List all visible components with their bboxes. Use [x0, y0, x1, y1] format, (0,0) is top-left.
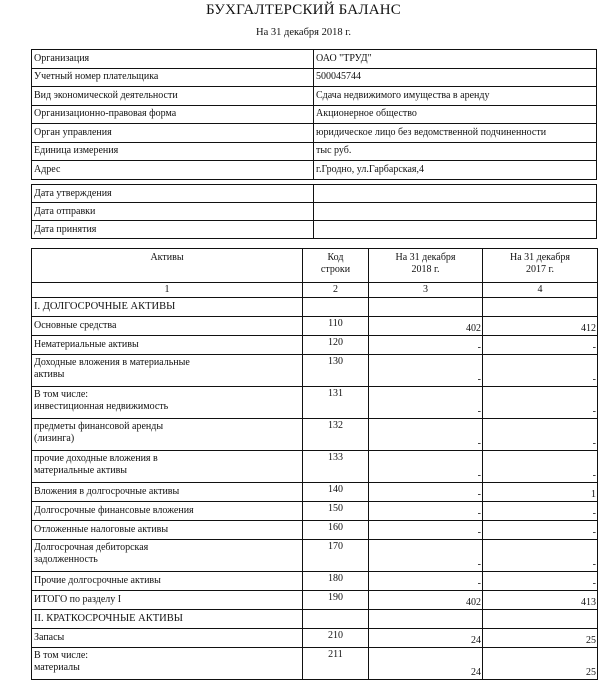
value-2018: 24	[369, 629, 483, 648]
info-label: Орган управления	[32, 124, 314, 143]
info-value: юридическое лицо без ведомственной подчиненности	[314, 124, 597, 143]
info-label: Организация	[32, 50, 314, 69]
balance-row	[32, 540, 598, 572]
value-2017: -	[483, 572, 598, 591]
row-name: Долгосрочные финансовые вложения	[32, 502, 303, 521]
row-name: В том числе: материалы	[32, 648, 303, 680]
row-code: 160	[303, 521, 369, 540]
row-code: 211	[303, 648, 369, 680]
value-2017: 25	[483, 648, 598, 680]
value-2017: -	[483, 540, 598, 572]
header-assets: Активы	[32, 249, 303, 283]
info-value: 500045744	[314, 68, 597, 87]
value-2018: -	[369, 419, 483, 451]
info-label: Единица измерения	[32, 142, 314, 161]
row-name: Основные средства	[32, 317, 303, 336]
info-row	[32, 68, 597, 87]
column-number-row	[32, 283, 598, 298]
info-value: Сдача недвижимого имущества в аренду	[314, 87, 597, 106]
info-label: Вид экономической деятельности	[32, 87, 314, 106]
value-2017: -	[483, 355, 598, 387]
column-number: 4	[483, 283, 598, 298]
info-label: Адрес	[32, 161, 314, 180]
balance-row	[32, 502, 598, 521]
info-label: Организационно-правовая форма	[32, 105, 314, 124]
value-2017: -	[483, 521, 598, 540]
row-code	[303, 298, 369, 317]
row-name: прочие доходные вложения в материальные активы	[32, 451, 303, 483]
value-2018: -	[369, 540, 483, 572]
value-2018	[369, 298, 483, 317]
value-2017: -	[483, 336, 598, 355]
info-value: Акционерное общество	[314, 105, 597, 124]
header-2018: На 31 декабря 2018 г.	[369, 249, 483, 283]
row-name: Нематериальные активы	[32, 336, 303, 355]
row-name: I. ДОЛГОСРОЧНЫЕ АКТИВЫ	[32, 298, 303, 317]
document-date: На 31 декабря 2018 г.	[255, 27, 352, 38]
row-code: 133	[303, 451, 369, 483]
row-name: В том числе: инвестиционная недвижимость	[32, 387, 303, 419]
balance-row	[32, 629, 598, 648]
info-value: тыс руб.	[314, 142, 597, 161]
info-row	[32, 87, 597, 106]
row-name: Доходные вложения в материальные активы	[32, 355, 303, 387]
row-code: 110	[303, 317, 369, 336]
balance-header-row	[32, 249, 598, 283]
row-code	[303, 610, 369, 629]
value-2017	[483, 298, 598, 317]
balance-row	[32, 451, 598, 483]
value-2018: -	[369, 502, 483, 521]
date-value	[314, 221, 597, 239]
info-row	[32, 50, 597, 69]
row-code: 210	[303, 629, 369, 648]
section-header-row	[32, 610, 598, 629]
value-2018: -	[369, 483, 483, 502]
value-2017: 413	[483, 591, 598, 610]
balance-row	[32, 572, 598, 591]
balance-row	[32, 483, 598, 502]
date-row	[32, 203, 597, 221]
balance-row	[32, 355, 598, 387]
document-title: БУХГАЛТЕРСКИЙ БАЛАНС	[206, 2, 401, 18]
info-value: ОАО "ТРУД"	[314, 50, 597, 69]
date-row	[32, 185, 597, 203]
row-name: ИТОГО по разделу I	[32, 591, 303, 610]
info-row	[32, 124, 597, 143]
value-2017: -	[483, 387, 598, 419]
value-2017: 25	[483, 629, 598, 648]
value-2018: -	[369, 355, 483, 387]
row-code: 150	[303, 502, 369, 521]
row-name: Отложенные налоговые активы	[32, 521, 303, 540]
value-2018: -	[369, 521, 483, 540]
value-2018: -	[369, 451, 483, 483]
value-2018: -	[369, 572, 483, 591]
row-code: 170	[303, 540, 369, 572]
info-row	[32, 105, 597, 124]
balance-row	[32, 521, 598, 540]
column-number: 1	[32, 283, 303, 298]
value-2017: 412	[483, 317, 598, 336]
row-code: 190	[303, 591, 369, 610]
organization-info-table	[31, 49, 597, 180]
row-code: 120	[303, 336, 369, 355]
dates-table	[31, 184, 597, 239]
row-code: 130	[303, 355, 369, 387]
value-2018	[369, 610, 483, 629]
value-2017: 1	[483, 483, 598, 502]
info-value: г.Гродно, ул.Гарбарская,4	[314, 161, 597, 180]
row-code: 132	[303, 419, 369, 451]
balance-row	[32, 336, 598, 355]
row-code: 131	[303, 387, 369, 419]
row-name: Прочие долгосрочные активы	[32, 572, 303, 591]
column-number: 2	[303, 283, 369, 298]
row-name: Вложения в долгосрочные активы	[32, 483, 303, 502]
value-2018: 402	[369, 317, 483, 336]
value-2017: -	[483, 502, 598, 521]
date-value	[314, 203, 597, 221]
date-label: Дата принятия	[32, 221, 314, 239]
row-code: 140	[303, 483, 369, 502]
value-2018: 402	[369, 591, 483, 610]
balance-row	[32, 648, 598, 680]
column-number: 3	[369, 283, 483, 298]
value-2018: -	[369, 387, 483, 419]
row-name: предметы финансовой аренды (лизинга)	[32, 419, 303, 451]
row-name: Запасы	[32, 629, 303, 648]
value-2017: -	[483, 419, 598, 451]
row-name: II. КРАТКОСРОЧНЫЕ АКТИВЫ	[32, 610, 303, 629]
balance-row	[32, 591, 598, 610]
date-value	[314, 185, 597, 203]
section-header-row	[32, 298, 598, 317]
value-2017	[483, 610, 598, 629]
balance-row	[32, 419, 598, 451]
value-2018: 24	[369, 648, 483, 680]
value-2017: -	[483, 451, 598, 483]
header-2017: На 31 декабря 2017 г.	[483, 249, 598, 283]
balance-row	[32, 387, 598, 419]
date-label: Дата отправки	[32, 203, 314, 221]
header-code: Код строки	[303, 249, 369, 283]
row-name: Долгосрочная дебиторская задолженность	[32, 540, 303, 572]
date-label: Дата утверждения	[32, 185, 314, 203]
row-code: 180	[303, 572, 369, 591]
balance-table	[31, 248, 598, 680]
info-row	[32, 161, 597, 180]
info-label: Учетный номер плательщика	[32, 68, 314, 87]
info-row	[32, 142, 597, 161]
date-row	[32, 221, 597, 239]
balance-row	[32, 317, 598, 336]
value-2018: -	[369, 336, 483, 355]
